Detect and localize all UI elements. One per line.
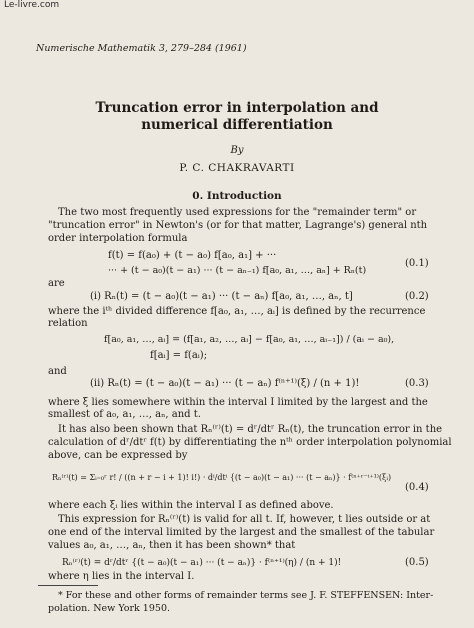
text-line: where the iᵗʰ divided difference f[a₀, a₁, …, aᵢ] is defined by the recurrence [48, 306, 426, 317]
equation-number: (0.3) [405, 378, 429, 389]
text-line: This expression for Rₙ⁽ʳ⁾(t) is valid for all t. If, however, t lies outside or at [58, 514, 431, 525]
text-line: where η lies in the interval I. [48, 571, 195, 582]
text-line: are [48, 278, 65, 289]
equation: Rₙ⁽ʳ⁾(t) = Σᵢ₌₀ʳ r! / ((n + r − i + 1)! i!) · dⁱ/dtⁱ {(t − a₀)(t − a₁) ··· (t − aₙ)} · f⁽ⁿ⁺ʳ⁻ⁱ⁺¹⁾(ξᵢ) [52, 473, 392, 482]
author-name: P. C. CHAKRAVARTI [179, 162, 295, 174]
paper-title-line-2: numerical differentiation [141, 117, 333, 133]
watermark-text: Le-livre.com [4, 0, 60, 10]
byline: By [230, 145, 244, 156]
equation: ··· + (t − a₀)(t − a₁) ··· (t − aₙ₋₁) f[a₀, a₁, …, aₙ] + Rₙ(t) [108, 265, 367, 276]
footnote: * For these and other forms of remainder terms see J. F. STEFFENSEN: Inter- [58, 590, 434, 601]
text-line: "truncation error" in Newton's (or for that matter, Lagrange's) general nth [48, 220, 428, 231]
text-line: The two most frequently used expressions for the "remainder term" or [58, 207, 417, 218]
text-line: relation [48, 318, 88, 329]
text-line: and [48, 366, 67, 377]
footnote: polation. New York 1950. [48, 603, 171, 614]
equation: Rₙ⁽ʳ⁾(t) = dʳ/dtʳ {(t − a₀)(t − a₁) ··· (t − aₙ)} · f⁽ⁿ⁺¹⁾(η) / (n + 1)! [62, 558, 342, 568]
text-line: calculation of dʳ/dtʳ f(t) by differentiating the nᵗʰ order interpolation polynomial [48, 437, 452, 448]
text-line: above, can be expressed by [48, 450, 188, 461]
equation: (i) Rₙ(t) = (t − a₀)(t − a₁) ··· (t − aₙ) f[a₀, a₁, …, aₙ, t] [90, 291, 353, 302]
text-line: one end of the interval limited by the largest and the smallest of the tabular [48, 527, 435, 538]
equation-number: (0.5) [405, 557, 429, 568]
section-heading: 0. Introduction [192, 190, 282, 202]
text-line: It has also been shown that Rₙ⁽ʳ⁾(t) = dʳ/dtʳ Rₙ(t), the truncation error in the [58, 424, 443, 435]
equation: f(t) = f(a₀) + (t − a₀) f[a₀, a₁] + ··· [108, 250, 277, 261]
paper-title-line-1: Truncation error in interpolation and [95, 100, 379, 116]
text-line: smallest of a₀, a₁, …, aₙ, and t. [48, 409, 201, 420]
equation: f[a₀, a₁, …, aᵢ] = (f[a₁, a₂, …, aᵢ] − f[a₀, a₁, …, aᵢ₋₁]) / (aᵢ − a₀), [104, 334, 395, 345]
equation: (ii) Rₙ(t) = (t − a₀)(t − a₁) ··· (t − aₙ) f⁽ⁿ⁺¹⁾(ξ) / (n + 1)! [90, 378, 360, 389]
text-line: values a₀, a₁, …, aₙ, then it has been shown* that [48, 540, 296, 551]
equation-number: (0.4) [405, 482, 429, 493]
journal-citation: Numerische Mathematik 3, 279–284 (1961) [36, 43, 247, 54]
footnote-rule [38, 585, 98, 586]
text-line: where each ξᵢ lies within the interval I as defined above. [48, 500, 334, 511]
equation-number: (0.2) [405, 291, 429, 302]
equation-number: (0.1) [405, 258, 429, 269]
text-line: order interpolation formula [48, 233, 188, 244]
text-line: where ξ lies somewhere within the interval I limited by the largest and the [48, 397, 428, 408]
equation: f[aᵢ] = f(aᵢ); [150, 350, 208, 361]
